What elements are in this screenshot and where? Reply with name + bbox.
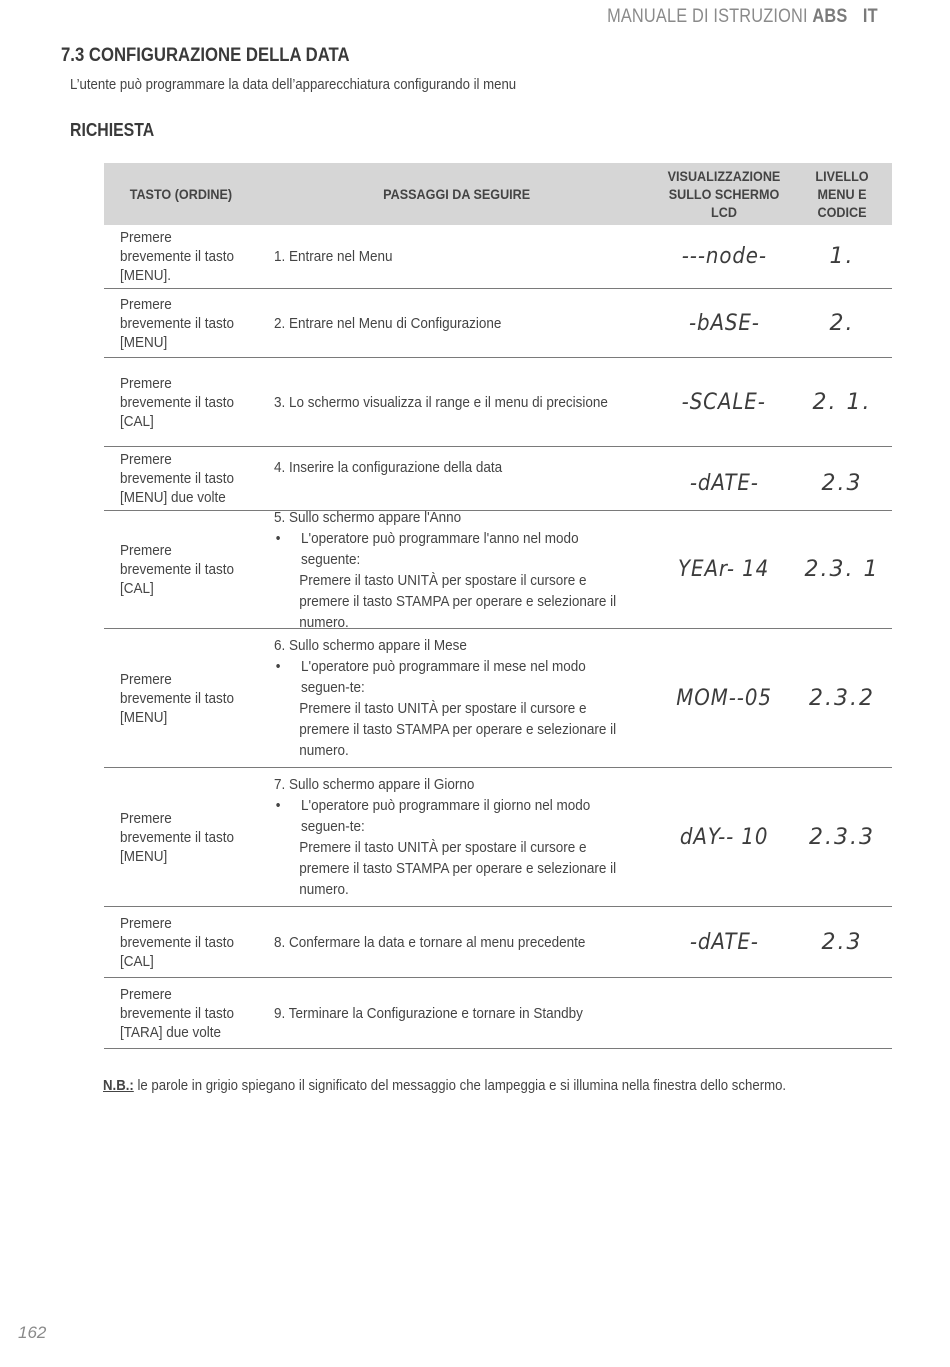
level-cell <box>792 629 892 767</box>
level-code: 2.3 <box>821 471 863 496</box>
footnote-text: le parole in grigio spiegano il significato del messaggio che lampeggia e si illumina nella finestra dello schermo. <box>133 1077 787 1094</box>
step-cell <box>258 629 656 767</box>
lcd-cell <box>656 225 792 288</box>
section-title: 7.3 CONFIGURAZIONE DELLA DATA <box>61 45 350 66</box>
bullet-dot: • <box>275 797 281 814</box>
step-text: 6. Sullo schermo appare il Mese <box>274 637 467 654</box>
header-level-label: LIVELLO MENU E CODICE <box>815 168 869 220</box>
lcd-cell <box>656 629 792 767</box>
level-cell <box>792 225 892 288</box>
step-subtext: Premere il tasto UNITÀ per spostare il cursore e premere il tasto STAMPA per operare e selezionare il numero. <box>299 839 617 898</box>
step-cell <box>258 978 656 1048</box>
bullet-dot: • <box>275 529 281 547</box>
step-bullet <box>274 656 618 698</box>
step-cell <box>258 289 656 357</box>
key-text: Premere brevemente il tasto [MENU]. <box>120 229 235 284</box>
lcd-display: -dATE- <box>689 471 759 496</box>
header-key-label: TASTO (ORDINE) <box>129 186 233 202</box>
level-cell <box>792 768 892 906</box>
key-cell <box>104 629 258 767</box>
step-subtext: Premere il tasto UNITÀ per spostare il cursore e premere il tasto STAMPA per operare e selezionare il numero. <box>299 700 617 759</box>
step-text: 1. Entrare nel Menu <box>274 248 393 265</box>
bullet-text: L'operatore può programmare l'anno nel modo seguente: <box>301 529 579 568</box>
step-text: 7. Sullo schermo appare il Giorno <box>274 776 475 793</box>
table-header <box>104 163 892 225</box>
key-text: Premere brevemente il tasto [CAL] <box>120 914 235 970</box>
lcd-display: -bASE- <box>688 310 760 336</box>
lcd-display: -dATE- <box>689 929 759 955</box>
level-cell <box>792 511 892 628</box>
lcd-cell <box>656 768 792 906</box>
level-cell <box>792 289 892 357</box>
lcd-display: ---node- <box>681 244 767 269</box>
step-text: 2. Entrare nel Menu di Configurazione <box>274 314 502 332</box>
lcd-cell <box>656 358 792 446</box>
footnote-label: N.B.: <box>103 1077 134 1094</box>
procedure-table <box>104 163 892 1049</box>
section-intro: L’utente può programmare la data dell’apparecchiatura configurando il menu <box>70 76 517 93</box>
key-cell <box>104 447 258 510</box>
lcd-cell <box>656 289 792 357</box>
step-bullet <box>274 795 618 837</box>
step-block <box>274 774 618 900</box>
bullet-text: L'operatore può programmare il mese nel modo seguen-te: <box>301 658 586 696</box>
level-code: 1. <box>829 244 855 269</box>
header-steps <box>258 163 656 225</box>
level-code: 2.3 <box>821 929 863 955</box>
step-bullet <box>274 528 618 570</box>
key-text: Premere brevemente il tasto [MENU] due volte <box>120 451 235 506</box>
level-code: 2.3.3 <box>809 824 875 850</box>
step-cell <box>258 768 656 906</box>
table-row <box>104 289 892 358</box>
lcd-cell <box>656 978 792 1048</box>
lcd-display: MOM--05 <box>676 685 772 711</box>
table-row <box>104 358 892 447</box>
footnote <box>103 1077 786 1094</box>
step-cell <box>258 358 656 446</box>
step-block <box>274 507 618 633</box>
step-cell <box>258 907 656 977</box>
key-cell <box>104 511 258 628</box>
key-cell <box>104 907 258 977</box>
language-code: IT <box>863 6 878 27</box>
lcd-display: dAY-- 10 <box>679 824 769 850</box>
step-text: 3. Lo schermo visualizza il range e il menu di precisione <box>274 393 608 411</box>
level-cell <box>792 907 892 977</box>
lcd-cell <box>656 447 792 510</box>
step-cell <box>258 225 656 288</box>
level-code: 2.3.2 <box>809 685 875 711</box>
lcd-display: -SCALE- <box>681 389 767 415</box>
step-text: 9. Terminare la Configurazione e tornare in Standby <box>274 1004 583 1022</box>
header-steps-label: PASSAGGI DA SEGUIRE <box>383 186 531 202</box>
bullet-text: L'operatore può programmare il giorno nel modo seguen-te: <box>301 797 591 835</box>
step-cell <box>258 447 656 510</box>
table-row <box>104 907 892 978</box>
key-cell <box>104 225 258 288</box>
lcd-display: YEAr- 14 <box>678 557 770 582</box>
header-level <box>792 163 892 225</box>
table-row <box>104 447 892 511</box>
header-lcd-label: VISUALIZZAZIONE SULLO SCHERMO LCD <box>667 168 781 220</box>
step-text: 8. Confermare la data e tornare al menu precedente <box>274 933 586 951</box>
key-text: Premere brevemente il tasto [TARA] due volte <box>120 985 235 1041</box>
table-row <box>104 225 892 289</box>
header-lcd <box>656 163 792 225</box>
table-row <box>104 629 892 768</box>
table-row <box>104 508 892 631</box>
page-number: 162 <box>18 1323 47 1342</box>
page-header <box>607 6 878 28</box>
level-cell <box>792 978 892 1048</box>
step-subtext: Premere il tasto UNITÀ per spostare il cursore e premere il tasto STAMPA per operare e selezionare il numero. <box>299 571 617 631</box>
subsection-title: RICHIESTA <box>70 120 155 140</box>
level-code: 2. 1. <box>812 389 872 415</box>
manual-title: MANUALE DI ISTRUZIONI <box>607 6 808 27</box>
level-cell <box>792 358 892 446</box>
key-cell <box>104 289 258 357</box>
key-cell <box>104 978 258 1048</box>
brand-name: ABS <box>812 6 848 27</box>
key-text: Premere brevemente il tasto [MENU] <box>120 295 235 351</box>
key-text: Premere brevemente il tasto [MENU] <box>120 809 235 865</box>
lcd-cell <box>656 907 792 977</box>
step-text: 4. Inserire la configurazione della data <box>274 459 503 476</box>
header-key <box>104 163 258 225</box>
table-row <box>104 978 892 1049</box>
step-cell <box>258 508 656 631</box>
level-code: 2.3. 1 <box>804 557 880 582</box>
key-cell <box>104 358 258 446</box>
table-row <box>104 768 892 907</box>
key-text: Premere brevemente il tasto [CAL] <box>120 542 235 597</box>
step-text: 5. Sullo schermo appare l'Anno <box>274 508 462 526</box>
step-block <box>274 635 618 761</box>
level-cell <box>792 447 892 510</box>
lcd-cell <box>656 511 792 628</box>
level-code: 2. <box>829 310 855 336</box>
bullet-dot: • <box>275 658 281 675</box>
key-text: Premere brevemente il tasto [CAL] <box>120 374 235 430</box>
key-text: Premere brevemente il tasto [MENU] <box>120 670 235 726</box>
key-cell <box>104 768 258 906</box>
